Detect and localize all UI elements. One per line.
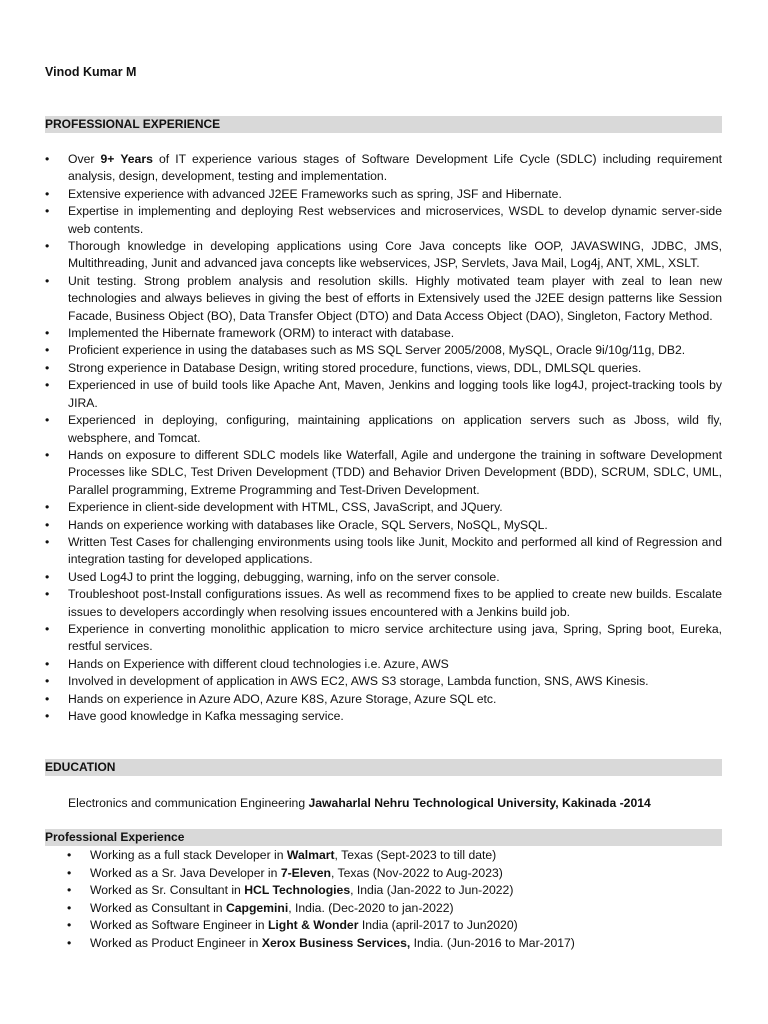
text: Troubleshoot post-Install configurations issues. As well as recommend fixes to be applied to create new builds. Escalate issues to developers accordingly when resolving issues encountered with a Jenkins build job.: [68, 587, 722, 619]
text: , India. (Dec-2020 to jan-2022): [288, 900, 454, 915]
summary-bullet: [45, 708, 722, 725]
text: Experience in client-side development with HTML, CSS, JavaScript, and JQuery.: [68, 500, 503, 515]
text: Worked as Software Engineer in: [90, 918, 268, 933]
text: Unit testing. Strong problem analysis and resolution skills. Highly motivated team player with zeal to lean new technologies and always believes in giving the best of efforts in Extensively used the J2EE design patterns like Session Facade, Business Object (BO), Data Transfer Object (DTO) and Data Access Object (DAO), Singleton, Factory Method.: [68, 273, 722, 323]
job-bullet: [67, 935, 707, 953]
text: Thorough knowledge in developing applications using Core Java concepts like OOP, JAVASWING, JDBC, JMS, Multithreading, Junit and advanced java concepts like webservices, JSP, Servlets, Java Mail, Log4j, ANT, XML, XSLT.: [68, 239, 722, 271]
text: Worked as Consultant in: [90, 900, 226, 915]
text: Over: [68, 152, 101, 166]
text: Hands on experience in Azure ADO, Azure K8S, Azure Storage, Azure SQL etc.: [68, 691, 497, 706]
summary-bullet: [45, 412, 722, 447]
text: Proficient experience in using the databases such as MS SQL Server 2005/2008, MySQL, Oracle 9i/10g/11g, DB2.: [68, 343, 686, 358]
text: India (april-2017 to Jun2020): [358, 918, 518, 933]
job-bullet: [67, 917, 707, 935]
text: , Texas (Nov-2022 to Aug-2023): [330, 865, 503, 880]
summary-bullet: [45, 203, 722, 238]
text: , India (Jan-2022 to Jun-2022): [350, 883, 514, 898]
section-heading-label: EDUCATION: [45, 760, 116, 774]
text: Have good knowledge in Kafka messaging service.: [68, 709, 344, 723]
bold-text: 9+ Years: [100, 152, 153, 166]
text: Implemented the Hibernate framework (ORM) to interact with database.: [68, 326, 455, 341]
summary-bullet: [45, 273, 722, 325]
text: Worked as a Sr. Java Developer in: [90, 865, 281, 880]
section-heading-label: Professional Experience: [45, 830, 185, 844]
text: Written Test Cases for challenging environments using tools like Junit, Mockito and performed all kind of Regression and integration tasting for developed applications.: [68, 534, 722, 567]
text: India. (Jun-2016 to Mar-2017): [410, 935, 575, 950]
text: Experience in converting monolithic application to micro service architecture using java, Spring, Spring boot, Eureka, restful services.: [68, 621, 722, 654]
text: Extensive experience with advanced J2EE Frameworks such as spring, JSF and Hibernate.: [68, 186, 562, 201]
summary-bullet: [45, 377, 722, 412]
candidate-name: Vinod Kumar M: [45, 65, 137, 79]
summary-bullet: [45, 656, 722, 673]
text: Worked as Product Engineer in: [90, 935, 262, 950]
summary-bullet: [45, 621, 722, 656]
job-bullet: [67, 865, 707, 883]
summary-bullet: [45, 534, 722, 569]
summary-bullet: [45, 586, 722, 621]
summary-bullet: [45, 238, 722, 273]
section-heading-education: [45, 759, 722, 776]
summary-bullet: [45, 499, 722, 516]
section-heading-work-history: [45, 829, 722, 846]
text: Hands on exposure to different SDLC models like Waterfall, Agile and undergone the training in software Development Processes like SDLC, Test Driven Development (TDD) and Behavior Driven Development (BDD), SCRUM, SDLC, UML, Parallel programming, Extreme Programming and Test-Driven Development.: [68, 447, 722, 497]
bold-text: Walmart: [286, 848, 335, 862]
education-university: Jawaharlal Nehru Technological University, Kakinada -2014: [308, 796, 651, 810]
bold-text: Capgemini: [225, 900, 289, 915]
text: , Texas (Sept-2023 to till date): [334, 848, 497, 862]
text: Hands on experience working with databases like Oracle, SQL Servers, NoSQL, MySQL.: [68, 517, 548, 532]
work-history-list: [67, 847, 707, 953]
job-bullet: [67, 882, 707, 900]
text: Involved in development of application in AWS EC2, AWS S3 storage, Lambda function, SNS, AWS Kinesis.: [68, 674, 649, 689]
job-bullet: [67, 900, 707, 918]
text: Expertise in implementing and deploying Rest webservices and microservices, WSDL to develop dynamic server-side web contents.: [68, 204, 722, 236]
summary-bullet: [45, 673, 722, 690]
summary-bullet: [45, 360, 722, 377]
summary-bullet: [45, 569, 722, 586]
bold-text: Xerox Business Services,: [261, 935, 411, 950]
bold-text: HCL Technologies: [244, 883, 351, 898]
text: of IT experience various stages of Software Development Life Cycle (SDLC) including requirement analysis, design, development, testing and implementation.: [68, 152, 722, 184]
section-heading-professional-experience: [45, 116, 722, 133]
summary-bullet: [45, 342, 722, 359]
summary-bullet: [45, 151, 722, 186]
summary-bullet: [45, 186, 722, 203]
summary-bullet: [45, 447, 722, 499]
summary-bullet: [45, 325, 722, 342]
section-heading-label: PROFESSIONAL EXPERIENCE: [45, 117, 221, 131]
text: Worked as Sr. Consultant in: [90, 883, 245, 898]
education-degree: Electronics and communication Engineering: [68, 796, 309, 810]
job-bullet: [67, 847, 707, 865]
summary-bullet: [45, 517, 722, 534]
bold-text: 7-Eleven: [280, 865, 331, 880]
text: Experienced in use of build tools like Apache Ant, Maven, Jenkins and logging tools like log4J, project-tracking tools by JIRA.: [68, 378, 722, 410]
experience-summary-list: [45, 151, 722, 725]
text: Used Log4J to print the logging, debugging, warning, info on the server console.: [68, 569, 500, 584]
text: Strong experience in Database Design, writing stored procedure, functions, views, DDL, DMLSQL queries.: [68, 360, 642, 375]
education-entry: [68, 795, 651, 812]
text: Working as a full stack Developer in: [90, 848, 287, 862]
text: Hands on Experience with different cloud technologies i.e. Azure, AWS: [68, 656, 449, 671]
bold-text: Light & Wonder: [267, 918, 359, 933]
summary-bullet: [45, 691, 722, 708]
text: Experienced in deploying, configuring, maintaining applications on application servers such as Jboss, wild fly, websphere, and Tomcat.: [68, 413, 722, 445]
